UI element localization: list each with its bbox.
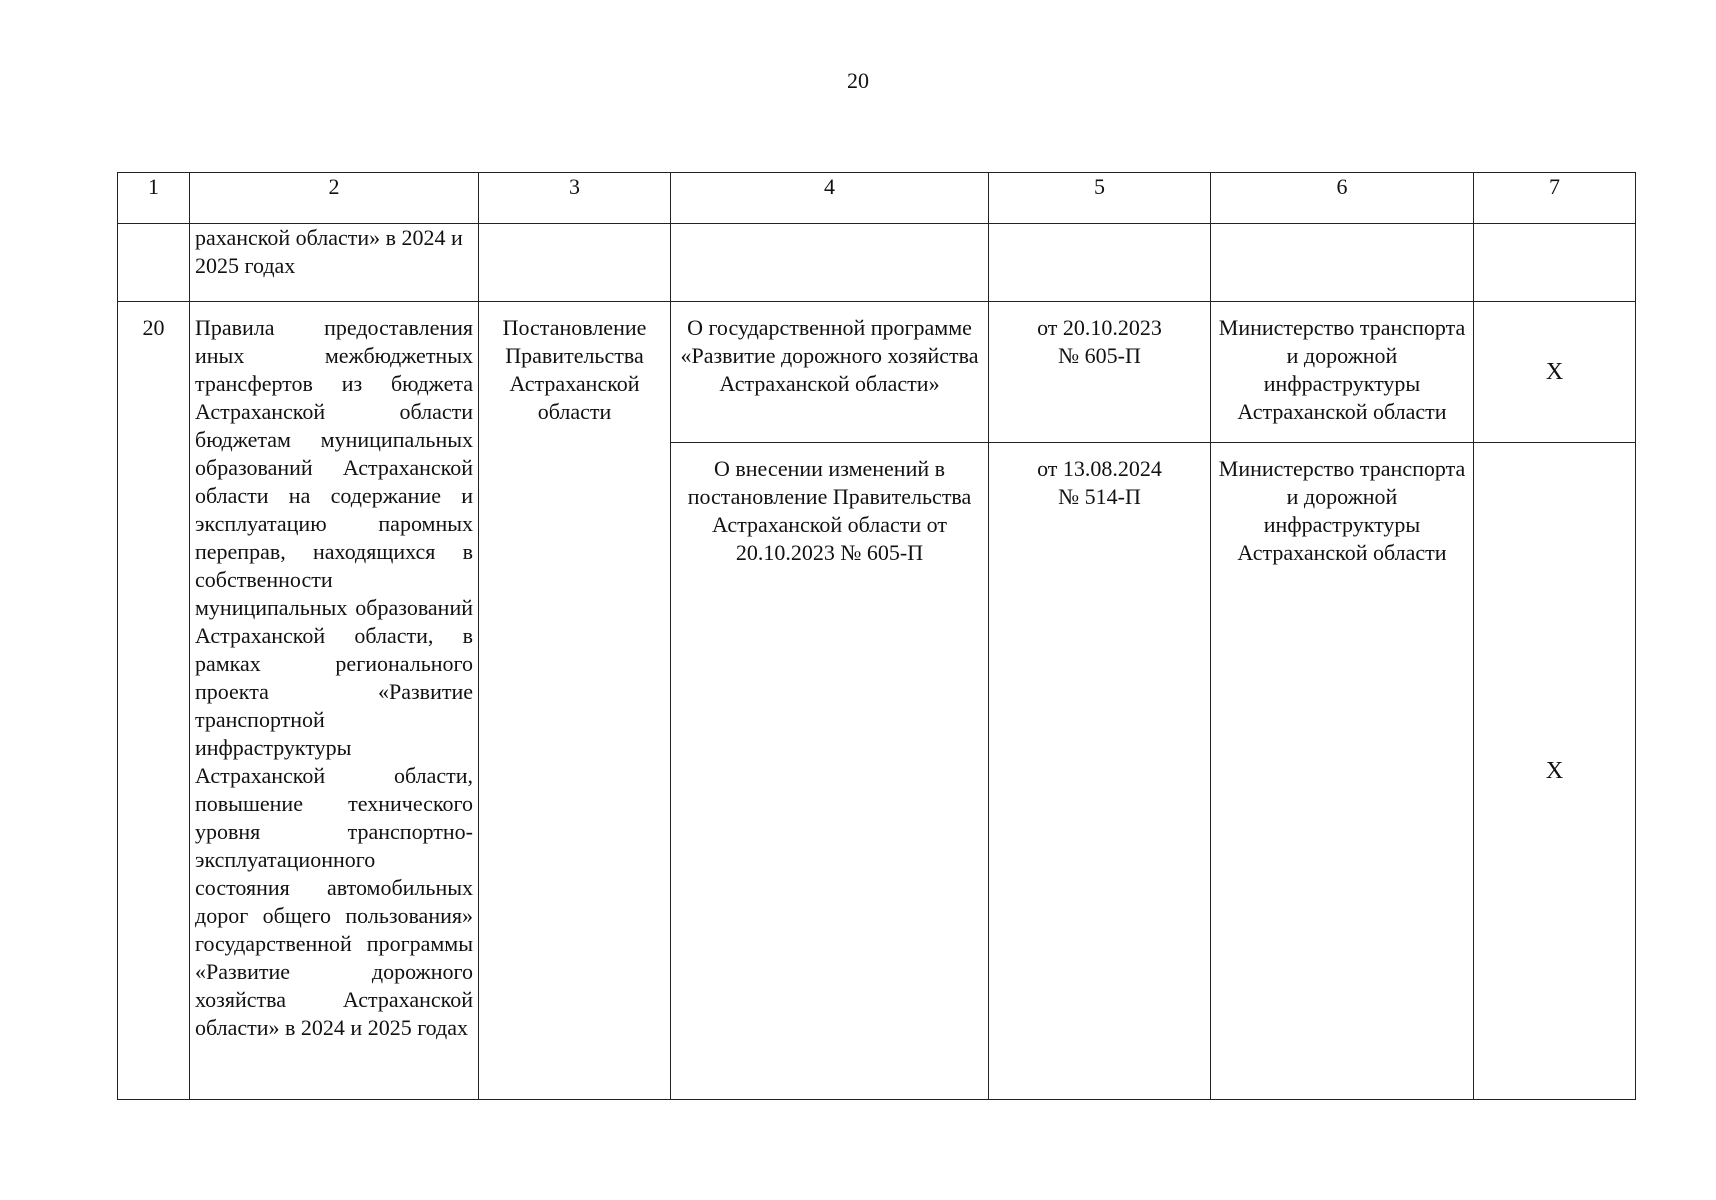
cell-empty bbox=[479, 224, 671, 302]
continuation-text: раханской области» в 2024 и 2025 годах bbox=[190, 224, 479, 302]
cell-empty bbox=[118, 224, 190, 302]
act-date-number bbox=[989, 443, 1211, 1100]
cell-empty bbox=[671, 224, 989, 302]
table-row-continuation bbox=[118, 224, 1636, 302]
responsible-ministry: Министерство транспорта и дорожной инфраструктуры Астраханской области bbox=[1211, 302, 1474, 443]
table-header-row bbox=[118, 173, 1636, 224]
page-number: 20 bbox=[847, 68, 869, 93]
act-date: от 13.08.2024 bbox=[1037, 456, 1162, 481]
act-number: № 605-П bbox=[1058, 343, 1141, 368]
header-col-7: 7 bbox=[1474, 173, 1636, 224]
act-number: № 514-П bbox=[1058, 484, 1141, 509]
header-col-1: 1 bbox=[118, 173, 190, 224]
act-date-number bbox=[989, 302, 1211, 443]
legal-acts-table bbox=[117, 172, 1636, 1100]
header-col-3: 3 bbox=[479, 173, 671, 224]
act-title: О государственной программе «Развитие дорожного хозяйства Астраханской области» bbox=[671, 302, 989, 443]
header-col-6: 6 bbox=[1211, 173, 1474, 224]
x-mark: X bbox=[1474, 443, 1636, 1100]
x-mark: X bbox=[1474, 302, 1636, 443]
header-col-5: 5 bbox=[989, 173, 1211, 224]
cell-empty bbox=[1211, 224, 1474, 302]
header-col-4: 4 bbox=[671, 173, 989, 224]
cell-empty bbox=[989, 224, 1211, 302]
table-row-20-entry-1 bbox=[118, 302, 1636, 443]
act-date: от 20.10.2023 bbox=[1037, 315, 1162, 340]
rules-name: Правила предоставления иных межбюджетных трансфертов из бюджета Астраханской области бюджетам муниципальных образований Астраханской области на содержание и эксплуатацию паромных переправ, находящихся в собственности муниципальных образований Астраханской области, в рамках регионального проекта «Развитие транспортной инфраструктуры Астраханской области, повышение технического уровня транспортно-эксплуатационного состояния автомобильных дорог общего пользования» государственной программы «Развитие дорожного хозяйства Астраханской области» в 2024 и 2025 годах bbox=[190, 302, 479, 1100]
responsible-ministry: Министерство транспорта и дорожной инфраструктуры Астраханской области bbox=[1211, 443, 1474, 1100]
act-type: Постановление Правительства Астраханской области bbox=[479, 302, 671, 1100]
row-number: 20 bbox=[118, 302, 190, 1100]
header-col-2: 2 bbox=[190, 173, 479, 224]
act-title: О внесении изменений в постановление Правительства Астраханской области от 20.10.2023 № 605-П bbox=[671, 443, 989, 1100]
cell-empty bbox=[1474, 224, 1636, 302]
